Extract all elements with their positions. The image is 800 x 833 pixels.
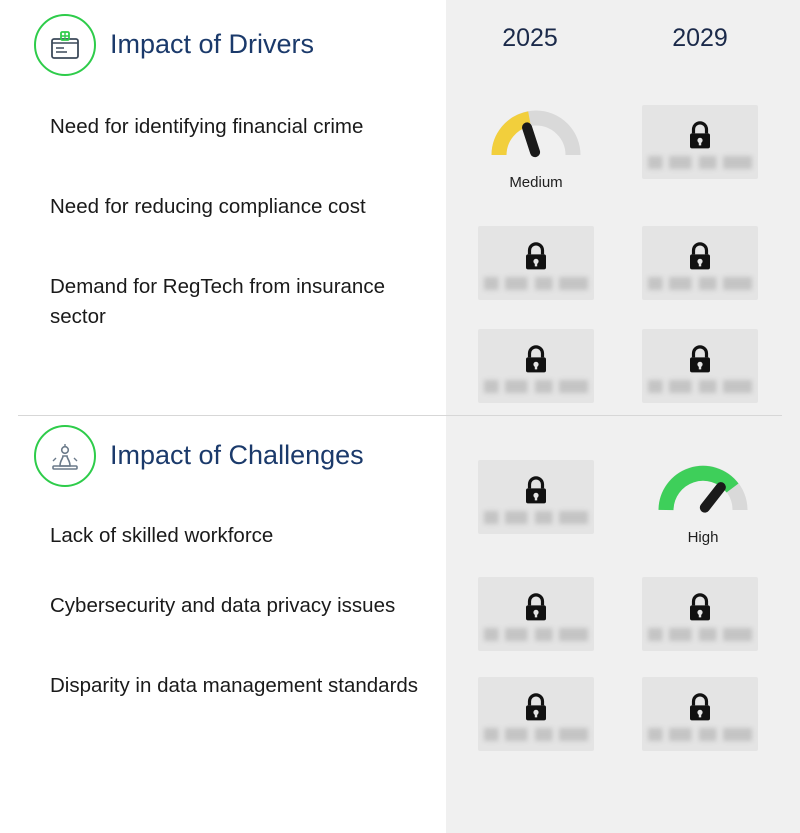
gauge-label-drivers-row1-2025: Medium [509, 174, 563, 191]
locked-cell-challenges-row1-2025[interactable] [478, 460, 594, 534]
locked-cell-drivers-row3-2025[interactable] [478, 329, 594, 403]
lock-icon [685, 591, 715, 630]
lock-icon [685, 691, 715, 730]
locked-cell-challenges-row3-2029[interactable] [642, 677, 758, 751]
locked-cell-drivers-row2-2029[interactable] [642, 226, 758, 300]
challenges-bullet-3: Disparity in data management standards [50, 674, 419, 697]
column-header-2029: 2029 [672, 24, 728, 52]
drivers-bullet-3: Demand for RegTech from insurance sector [50, 275, 385, 328]
locked-cell-challenges-row3-2025[interactable] [478, 677, 594, 751]
lock-icon [521, 240, 551, 279]
challenges-bullet-1: Lack of skilled workforce [50, 524, 274, 547]
gauge-drivers-row1-2025 [478, 105, 594, 191]
lock-icon [521, 691, 551, 730]
locked-cell-challenges-row2-2025[interactable] [478, 577, 594, 651]
lock-icon [521, 343, 551, 382]
lock-icon [685, 343, 715, 382]
lock-icon [521, 474, 551, 513]
locked-cell-drivers-row2-2025[interactable] [478, 226, 594, 300]
drivers-bullet-2: Need for reducing compliance cost [50, 195, 366, 218]
locked-cell-challenges-row2-2029[interactable] [642, 577, 758, 651]
locked-cell-drivers-row3-2029[interactable] [642, 329, 758, 403]
section-challenges-title: Impact of Challenges [110, 440, 364, 471]
lock-icon [685, 240, 715, 279]
section-drivers-title: Impact of Drivers [110, 29, 315, 60]
lock-icon [685, 119, 715, 158]
drivers-badge-icon [34, 14, 96, 76]
column-header-2025: 2025 [502, 24, 558, 52]
section-drivers-header [0, 14, 446, 76]
gauge-label-challenges-row1-2029: High [687, 529, 719, 546]
gauge-challenges-row1-2029 [645, 460, 761, 546]
challenges-badge-icon [34, 425, 96, 487]
section-divider [18, 415, 782, 416]
section-challenges-header [0, 425, 446, 487]
section-drivers [0, 14, 446, 328]
lock-icon [521, 591, 551, 630]
locked-cell-drivers-row1-2029[interactable] [642, 105, 758, 179]
drivers-bullet-1: Need for identifying financial crime [50, 115, 364, 138]
section-challenges [0, 425, 446, 697]
challenges-bullet-2: Cybersecurity and data privacy issues [50, 594, 396, 617]
